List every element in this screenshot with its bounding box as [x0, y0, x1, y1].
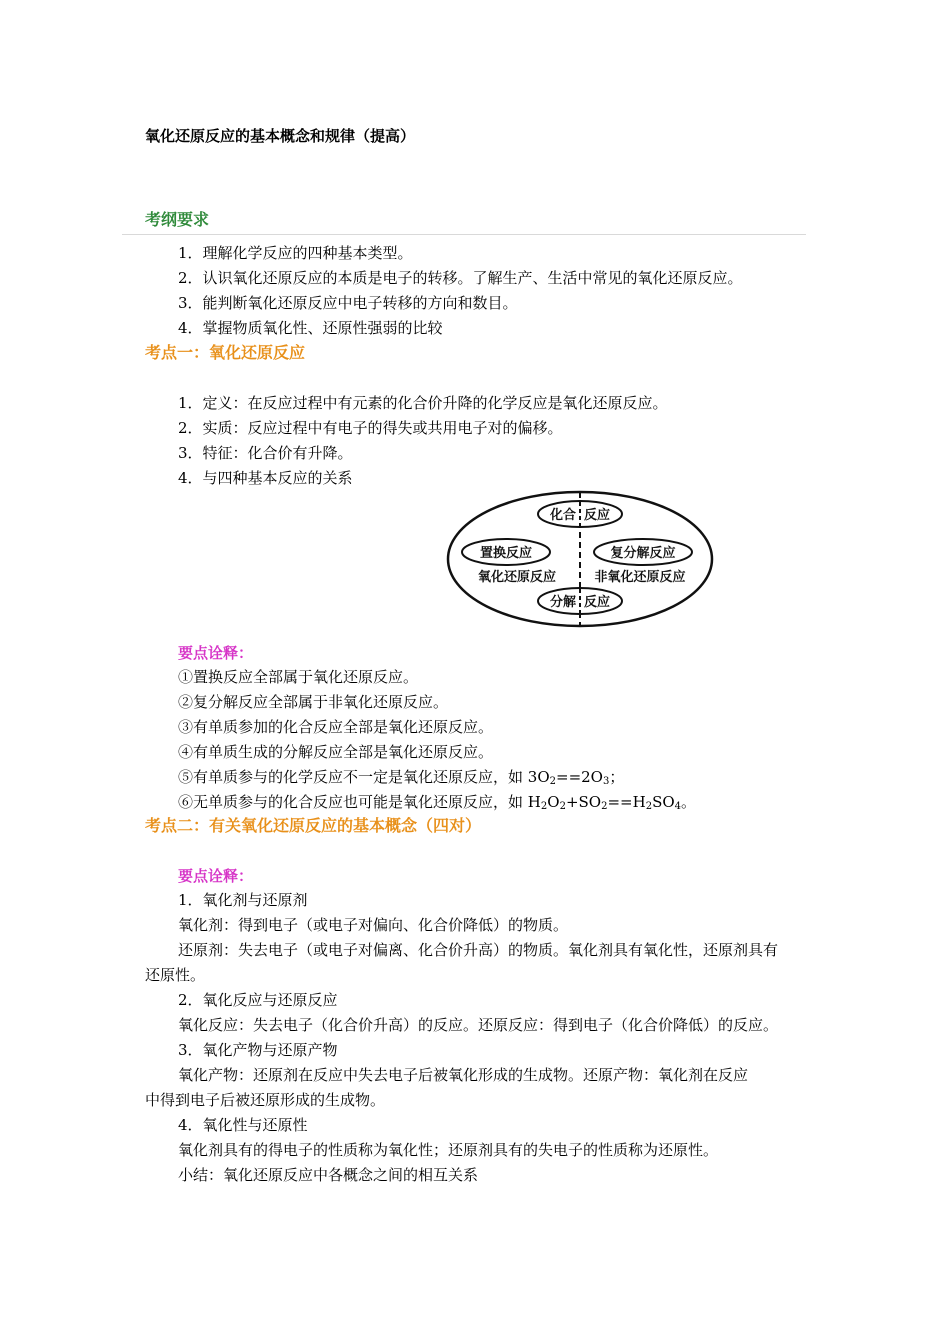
equation	[528, 768, 625, 786]
reaction-relationship-diagram	[444, 488, 716, 630]
eq-part: H	[527, 793, 541, 811]
combination-label-right: 反应	[584, 508, 611, 523]
decomposition-label-right: 反应	[584, 595, 611, 610]
point1-item: 1．定义：在反应过程中有元素的化合价升降的化学反应是氧化还原反应。	[178, 394, 668, 412]
eq-sub: 2	[549, 776, 556, 787]
redox-label: 氧化还原反应	[477, 570, 557, 585]
eq-sub: 4	[674, 801, 682, 812]
syllabus-heading: 考纲要求	[145, 210, 210, 229]
concept-line: 4．氧化性与还原性	[178, 1116, 308, 1134]
point2-heading: 考点二：有关氧化还原反应的基本概念（四对）	[145, 816, 482, 835]
concept-line: 2．氧化反应与还原反应	[178, 991, 338, 1009]
non-redox-label: 非氧化还原反应	[594, 570, 686, 585]
concept-line: 中得到电子后被还原形成的生成物。	[145, 1091, 386, 1109]
note-text: ⑥无单质参与的化合反应也可能是氧化还原反应，如	[178, 793, 528, 811]
point1-item: 3．特征：化合价有升降。	[178, 444, 353, 462]
concept-line: 还原剂：失去电子（或电子对偏离、化合价升高）的物质。氧化剂具有氧化性，还原剂具有	[178, 941, 779, 959]
point1-heading: 考点一：氧化还原反应	[145, 343, 306, 362]
concept-line: 小结：氧化还原反应中各概念之间的相互关系	[178, 1166, 479, 1184]
note-text: ⑤有单质参与的化学反应不一定是氧化还原反应，如	[178, 768, 528, 786]
syllabus-item: 1．理解化学反应的四种基本类型。	[178, 244, 413, 262]
concept-line: 氧化剂：得到电子（或电子对偏向、化合价降低）的物质。	[178, 916, 569, 934]
displacement-label: 置换反应	[479, 546, 533, 561]
concept-line: 1．氧化剂与还原剂	[178, 891, 308, 909]
concept-line: 还原性。	[145, 966, 206, 984]
concept-line: 3．氧化产物与还原产物	[178, 1041, 338, 1059]
point2-notes-heading: 要点诠释：	[178, 867, 254, 885]
concept-line: 氧化剂具有的得电子的性质称为氧化性；还原剂具有的失电子的性质称为还原性。	[178, 1141, 719, 1159]
page-title: 氧化还原反应的基本概念和规律（提高）	[145, 127, 416, 145]
note-item: ②复分解反应全部属于非氧化还原反应。	[178, 693, 449, 711]
note-item: ①置换反应全部属于氧化还原反应。	[178, 668, 419, 686]
point1-item: 2．实质：反应过程中有电子的得失或共用电子对的偏移。	[178, 419, 563, 437]
eq-part: O	[547, 793, 560, 811]
note-item: ④有单质生成的分解反应全部是氧化还原反应。	[178, 743, 494, 761]
syllabus-item: 4．掌握物质氧化性、还原性强弱的比较	[178, 319, 443, 337]
concept-line: 氧化反应：失去电子（化合价升高）的反应。还原反应：得到电子（化合价降低）的反应。	[178, 1016, 779, 1034]
double-decomp-label: 复分解反应	[610, 546, 676, 561]
eq-part: ；	[609, 768, 625, 786]
equation	[528, 793, 696, 811]
eq-part: SO	[652, 793, 675, 811]
note-item: ③有单质参加的化合反应全部是氧化还原反应。	[178, 718, 494, 736]
combination-label-left: 化合	[549, 508, 576, 523]
eq-sub: 2	[601, 801, 608, 812]
decomposition-label-left: 分解	[549, 595, 576, 610]
heading-divider	[122, 234, 806, 235]
note-item-5	[178, 767, 624, 787]
eq-sub: 2	[540, 801, 548, 812]
note-item-6	[178, 792, 696, 812]
eq-part: 。	[681, 793, 697, 811]
eq-part: +SO	[565, 793, 602, 811]
syllabus-item: 3．能判断氧化还原反应中电子转移的方向和数目。	[178, 294, 518, 312]
syllabus-item: 2．认识氧化还原反应的本质是电子的转移。了解生产、生活中常见的氧化还原反应。	[178, 269, 743, 287]
point1-item: 4．与四种基本反应的关系	[178, 469, 353, 487]
point1-notes-heading: 要点诠释：	[178, 644, 254, 662]
eq-part: ==2O	[556, 768, 603, 786]
eq-sub: 2	[559, 801, 566, 812]
concept-line: 氧化产物：还原剂在反应中失去电子后被氧化形成的生成物。还原产物：氧化剂在反应	[178, 1066, 749, 1084]
eq-sub: 3	[602, 776, 610, 787]
eq-part: 3O	[527, 768, 550, 786]
eq-sub: 2	[645, 801, 653, 812]
eq-part: ==H	[607, 793, 646, 811]
